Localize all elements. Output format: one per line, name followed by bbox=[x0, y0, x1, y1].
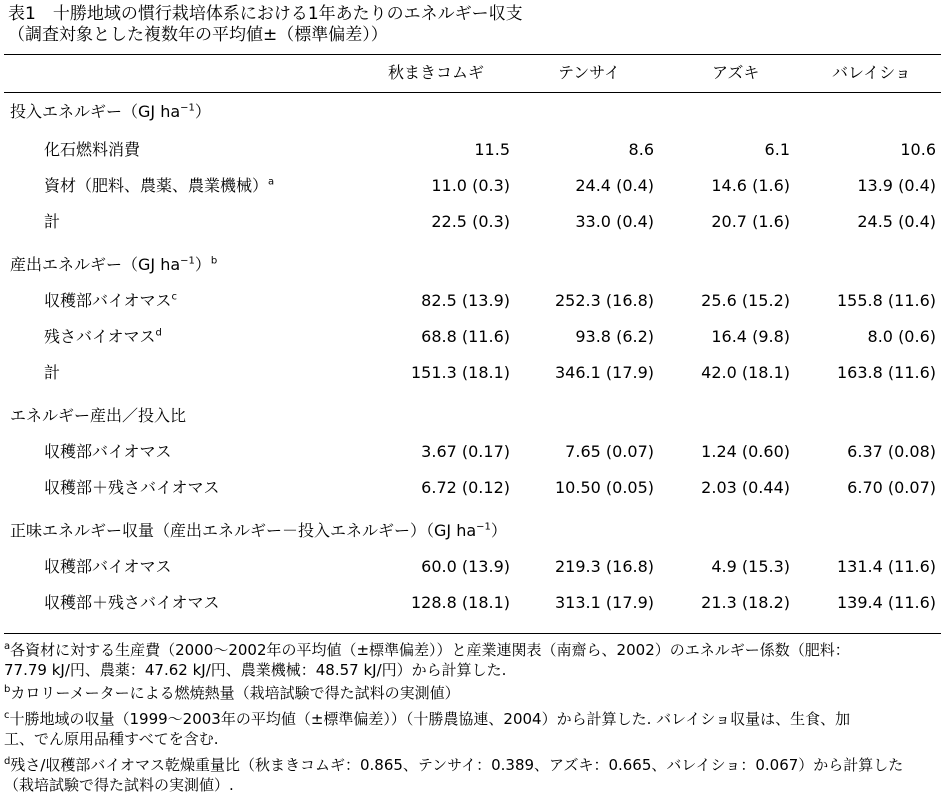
cell-value: 128.8 (18.1) bbox=[411, 593, 510, 612]
row-label: 収穫部＋残さバイオマス bbox=[44, 478, 220, 497]
cell-value: 22.5 (0.3) bbox=[431, 212, 510, 231]
cell-value: 82.5 (13.9) bbox=[421, 291, 510, 310]
section-energy-ratio: エネルギー産出／投入比 bbox=[10, 406, 187, 425]
section-input-energy: 投入エネルギー（GJ $ha^{-1}$） bbox=[10, 102, 211, 121]
cell-value: 68.8 (11.6) bbox=[421, 327, 510, 346]
cell-value: 13.9 (0.4) bbox=[857, 176, 936, 195]
footnote-d: $^d$残さ/収穫部バイオマス乾燥重量比（秋まきコムギ：0.865、テンサイ：0.389、アズキ：0.665、バレイショ：0.067）から計算した bbox=[4, 756, 904, 774]
cell-value: 313.1 (17.9) bbox=[555, 593, 654, 612]
cell-value: 4.9 (15.3) bbox=[711, 557, 790, 576]
row-label: 収穫部バイオマス bbox=[44, 442, 172, 461]
cell-value: 8.6 bbox=[628, 140, 654, 159]
footnote-c: $^c$十勝地域の収量（1999～2003年の平均値（±標準偏差））（十勝農協連、2004）から計算した. バレイショ収量は、生食、加 bbox=[4, 710, 851, 728]
footnote-a-cont: 77.79 kJ/円、農薬：47.62 kJ/円、農業機械：48.57 kJ/円）から計算した. bbox=[4, 661, 507, 679]
footnote-d-cont: （栽培試験で得た試料の実測値）. bbox=[4, 776, 234, 794]
column-header-potato: バレイショ bbox=[832, 63, 911, 82]
column-header-adzuki: アズキ bbox=[712, 63, 760, 82]
cell-value: 6.70 (0.07) bbox=[847, 478, 936, 497]
cell-value: 33.0 (0.4) bbox=[575, 212, 654, 231]
cell-value: 25.6 (15.2) bbox=[701, 291, 790, 310]
cell-value: 163.8 (11.6) bbox=[837, 363, 936, 382]
cell-value: 16.4 (9.8) bbox=[711, 327, 790, 346]
table-title: 表1 十勝地域の慣行栽培体系における1年あたりのエネルギー収支 bbox=[8, 4, 523, 24]
cell-value: 6.1 bbox=[764, 140, 790, 159]
row-label: 資材（肥料、農薬、農業機械）$^a$ bbox=[44, 176, 275, 195]
cell-value: 11.0 (0.3) bbox=[431, 176, 510, 195]
cell-value: 155.8 (11.6) bbox=[837, 291, 936, 310]
footnote-b: $^b$カロリーメーターによる燃焼熱量（栽培試験で得た試料の実測値） bbox=[4, 684, 460, 702]
cell-value: 14.6 (1.6) bbox=[711, 176, 790, 195]
row-label: 計 bbox=[44, 363, 61, 382]
row-label: 収穫部＋残さバイオマス bbox=[44, 593, 220, 612]
header-rule bbox=[4, 92, 941, 93]
cell-value: 60.0 (13.9) bbox=[421, 557, 510, 576]
row-label: 残さバイオマス$^d$ bbox=[44, 327, 162, 346]
cell-value: 131.4 (11.6) bbox=[837, 557, 936, 576]
cell-value: 93.8 (6.2) bbox=[575, 327, 654, 346]
cell-value: 42.0 (18.1) bbox=[701, 363, 790, 382]
cell-value: 11.5 bbox=[474, 140, 510, 159]
row-label: 化石燃料消費 bbox=[44, 140, 141, 159]
cell-value: 21.3 (18.2) bbox=[701, 593, 790, 612]
table-subtitle: （調査対象とした複数年の平均値±（標準偏差）） bbox=[8, 25, 388, 45]
cell-value: 346.1 (17.9) bbox=[555, 363, 654, 382]
footnote-c-cont: 工、でん原用品種すべてを含む. bbox=[4, 730, 219, 748]
cell-value: 2.03 (0.44) bbox=[701, 478, 790, 497]
cell-value: 10.50 (0.05) bbox=[555, 478, 654, 497]
top-rule bbox=[4, 54, 941, 55]
section-output-energy: 産出エネルギー（GJ $ha^{-1})^b$ bbox=[10, 255, 218, 274]
cell-value: 10.6 bbox=[900, 140, 936, 159]
row-label: 計 bbox=[44, 212, 61, 231]
cell-value: 219.3 (16.8) bbox=[555, 557, 654, 576]
cell-value: 139.4 (11.6) bbox=[837, 593, 936, 612]
cell-value: 1.24 (0.60) bbox=[701, 442, 790, 461]
cell-value: 6.37 (0.08) bbox=[847, 442, 936, 461]
cell-value: 8.0 (0.6) bbox=[867, 327, 936, 346]
cell-value: 151.3 (18.1) bbox=[411, 363, 510, 382]
section-net-energy: 正味エネルギー収量（産出エネルギー－投入エネルギー）（GJ $ha^{-1}$） bbox=[10, 521, 507, 540]
cell-value: 7.65 (0.07) bbox=[565, 442, 654, 461]
column-header-wheat: 秋まきコムギ bbox=[388, 63, 485, 82]
column-header-sugarbeet: テンサイ bbox=[558, 63, 621, 82]
cell-value: 3.67 (0.17) bbox=[421, 442, 510, 461]
bottom-rule bbox=[4, 633, 941, 634]
cell-value: 24.4 (0.4) bbox=[575, 176, 654, 195]
cell-value: 24.5 (0.4) bbox=[857, 212, 936, 231]
row-label: 収穫部バイオマス$^c$ bbox=[44, 291, 178, 310]
cell-value: 6.72 (0.12) bbox=[421, 478, 510, 497]
row-label: 収穫部バイオマス bbox=[44, 557, 172, 576]
cell-value: 20.7 (1.6) bbox=[711, 212, 790, 231]
cell-value: 252.3 (16.8) bbox=[555, 291, 654, 310]
footnote-a: $^a$各資材に対する生産費（2000～2002年の平均値（±標準偏差））と産業連関表（南齋ら、2002）のエネルギー係数（肥料： bbox=[4, 641, 850, 659]
